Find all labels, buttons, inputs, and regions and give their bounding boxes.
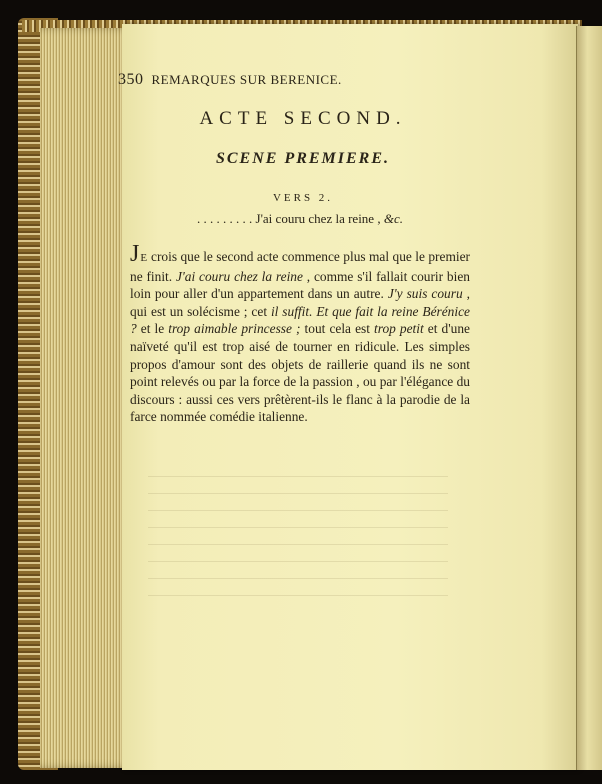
italic-quote: Et que fait la reine Bérénice ? — [130, 303, 470, 337]
verse-quote — [130, 211, 470, 227]
verse-dots: . . . . . . . . . — [197, 211, 253, 226]
text-run: et d'une naïveté qu'il est trop aisé de tourner en ridicule. Les simples propos d'amour sont des objets de raillerie quand ils ne sont point relevés ou par la force de la passion , ou par l'élégance du discours : aussi ces vers prêtèrent-ils le flanc à la parodie de la farce nommée comédie italienne. — [130, 321, 470, 425]
verse-text: J'ai couru chez la reine , — [255, 211, 381, 226]
commentary-paragraph — [130, 241, 470, 426]
text-run: crois que le second acte commence plus mal que le premier ne finit. — [130, 249, 470, 284]
italic-quote: J'ai couru chez la reine — [175, 268, 303, 284]
running-head — [118, 71, 498, 89]
right-page-edge — [576, 26, 602, 770]
text-run: tout cela est — [300, 321, 375, 337]
italic-quote: trop aimable princesse ; — [168, 321, 301, 337]
drop-cap: J — [130, 241, 140, 267]
small-cap: E — [140, 252, 148, 264]
italic-quote: trop petit — [374, 321, 424, 337]
italic-quote: il suffit. — [270, 303, 313, 319]
running-head-title: REMARQUES SUR BERENICE. — [151, 72, 342, 87]
act-title: ACTE SECOND. — [199, 108, 407, 129]
text-run: , comme s'il fallait courir bien loin pour aller d'un appartement dans un autre. — [130, 268, 470, 302]
page-number: 350 — [118, 71, 144, 88]
verse-etc: &c. — [383, 211, 403, 226]
scene-title: SCENE PREMIERE. — [215, 150, 391, 167]
text-run: et le — [136, 321, 169, 337]
verse-number: VERS 2. — [272, 192, 334, 204]
text-run: , qui est un solécisme ; cet — [130, 286, 470, 319]
italic-quote: J'y suis couru — [387, 286, 463, 302]
